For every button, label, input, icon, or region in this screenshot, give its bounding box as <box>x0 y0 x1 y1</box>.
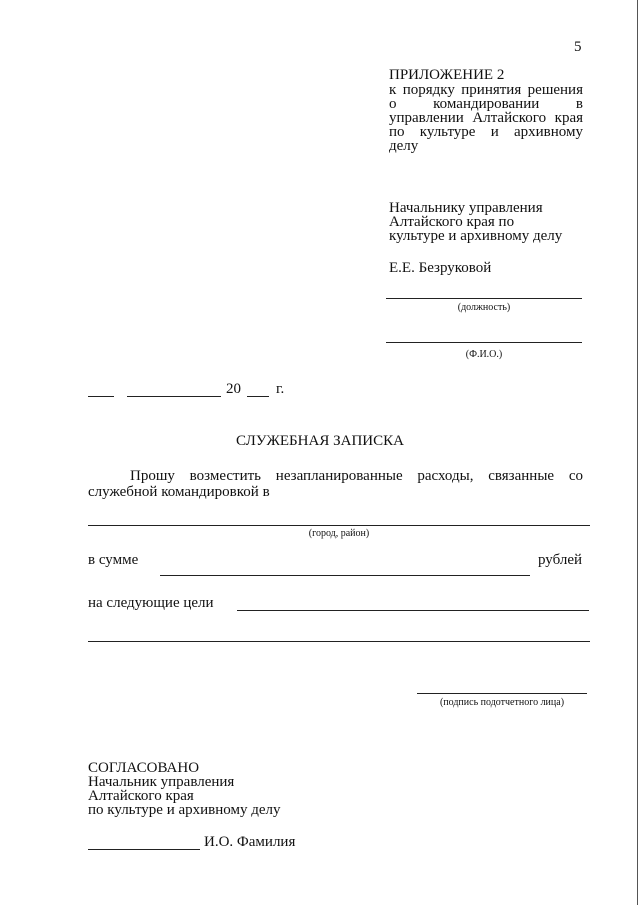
date-month-line[interactable] <box>127 396 221 397</box>
addressee-line: культуре и архивному делу <box>389 228 563 244</box>
date-day-line[interactable] <box>88 396 114 397</box>
addressee-line: Начальнику управления <box>389 200 543 216</box>
amount-label: в сумме <box>88 552 139 568</box>
purpose-field-line-2[interactable] <box>88 641 590 642</box>
amount-field-line[interactable] <box>160 575 530 576</box>
date-year-line[interactable] <box>247 396 269 397</box>
addressee-name: Е.Е. Безруковой <box>389 260 492 276</box>
appendix-line: управлении Алтайского края <box>389 110 583 126</box>
city-caption: (город, район) <box>308 528 370 539</box>
appendix-title: ПРИЛОЖЕНИЕ 2 <box>389 67 505 83</box>
approval-signer: И.О. Фамилия <box>204 834 296 850</box>
date-year-suffix: г. <box>276 381 285 397</box>
memo-body-line: служебной командировкой в <box>88 484 270 500</box>
memo-body-line: Прошу возместить незапланированные расходы, связанные со <box>130 468 583 484</box>
position-caption: (должность) <box>457 302 511 313</box>
approval-line: по культуре и архивному делу <box>88 802 281 818</box>
signature-caption: (подпись подотчетного лица) <box>439 697 565 708</box>
page-edge <box>637 0 638 905</box>
fio-field-line[interactable] <box>386 342 582 343</box>
position-field-line[interactable] <box>386 298 582 299</box>
fio-caption: (Ф.И.О.) <box>465 349 503 360</box>
appendix-line: по культуре и архивному <box>389 124 583 140</box>
purpose-field-line[interactable] <box>237 610 589 611</box>
approval-line: Алтайского края <box>88 788 194 804</box>
appendix-line: к порядку принятия решения <box>389 82 583 98</box>
signature-field-line[interactable] <box>417 693 587 694</box>
approval-signature-line[interactable] <box>88 849 200 850</box>
appendix-line: делу <box>389 138 419 154</box>
page-number: 5 <box>574 39 582 55</box>
purpose-label: на следующие цели <box>88 595 214 611</box>
memo-title: СЛУЖЕБНАЯ ЗАПИСКА <box>236 433 404 449</box>
approval-line: Начальник управления <box>88 774 235 790</box>
city-field-line[interactable] <box>88 525 590 526</box>
currency-label: рублей <box>538 552 583 568</box>
date-year-prefix: 20 <box>226 381 241 397</box>
approval-title: СОГЛАСОВАНО <box>88 760 200 776</box>
addressee-line: Алтайского края по <box>389 214 515 230</box>
appendix-line: о командировании в <box>389 96 583 112</box>
